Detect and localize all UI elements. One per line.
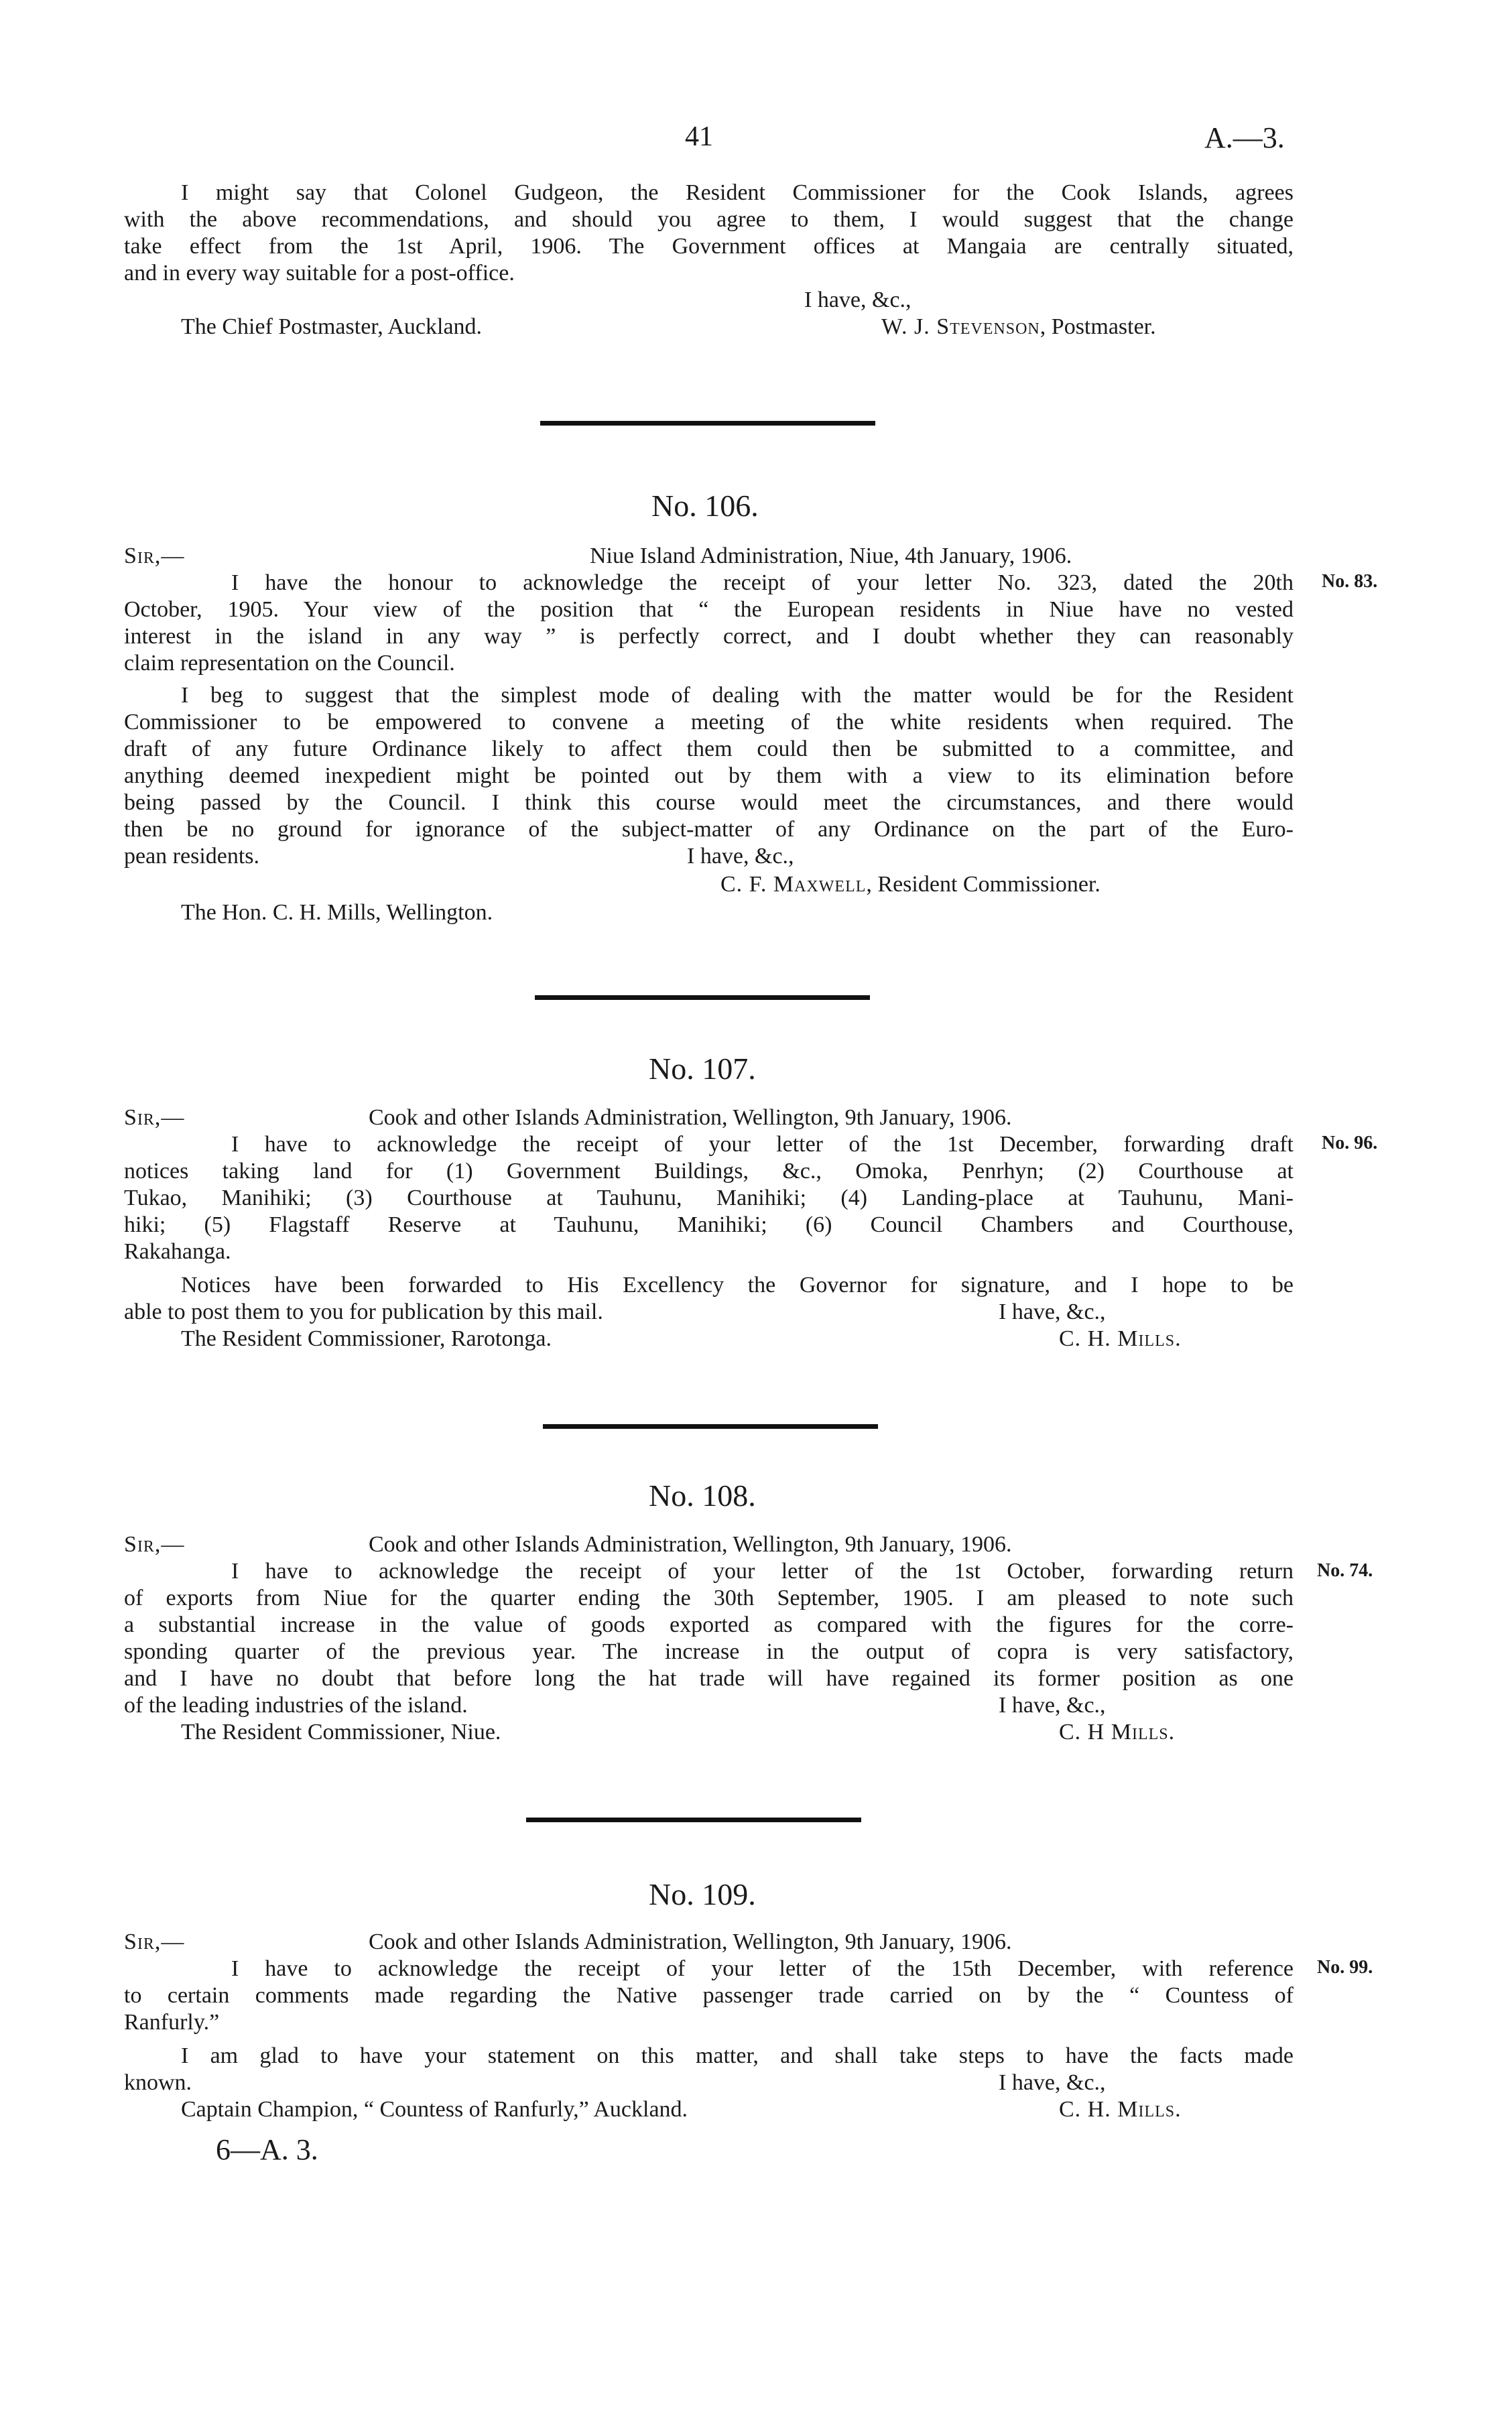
salutation: Sir,— bbox=[124, 544, 185, 568]
text-line: and in every way suitable for a post-office. bbox=[124, 261, 515, 285]
dateline: Cook and other Islands Administration, Wellington, 9th January, 1906. bbox=[369, 1929, 1012, 1954]
letter-paragraph bbox=[124, 682, 1294, 870]
signature-title: . bbox=[1175, 2097, 1181, 2122]
letter-paragraph bbox=[124, 570, 1294, 677]
section-divider bbox=[543, 1424, 878, 1429]
text-line: I have to acknowledge the receipt of your letter of the 1st December, forwarding draft bbox=[231, 1132, 1294, 1157]
section-divider bbox=[535, 995, 870, 1000]
signature-title: , Postmaster. bbox=[1040, 314, 1156, 339]
signature-name: C. H. Mills bbox=[1059, 1326, 1176, 1351]
text-line: Tukao, Manihiki; (3) Courthouse at Tauhunu, Manihiki; (4) Landing-place at Tauhunu, Mani- bbox=[124, 1186, 1294, 1210]
dateline: Niue Island Administration, Niue, 4th January, 1906. bbox=[590, 544, 1072, 568]
text-line: to certain comments made regarding the Native passenger trade carried on by the “ Countess of bbox=[124, 1983, 1294, 2008]
letter-paragraph bbox=[124, 2043, 1294, 2096]
text-line: October, 1905. Your view of the position that “ the European residents in Niue have no vested bbox=[124, 597, 1294, 622]
text-line: hiki; (5) Flagstaff Reserve at Tauhunu, Manihiki; (6) Council Chambers and Courthouse, bbox=[124, 1212, 1294, 1237]
text-line: I beg to suggest that the simplest mode of dealing with the matter would be for the Resident bbox=[181, 683, 1294, 708]
signature-title: . bbox=[1168, 1720, 1175, 1744]
text-line: sponding quarter of the previous year. The increase in the output of copra is very satisfactory, bbox=[124, 1639, 1294, 1664]
signature bbox=[720, 871, 1100, 898]
text-line: and I have no doubt that before long the hat trade will have regained its former position as one bbox=[124, 1666, 1294, 1691]
text-line: interest in the island in any way ” is perfectly correct, and I doubt whether they can reasonably bbox=[124, 624, 1294, 649]
dateline: Cook and other Islands Administration, Wellington, 9th January, 1906. bbox=[369, 1532, 1012, 1557]
addressee: The Hon. C. H. Mills, Wellington. bbox=[181, 900, 493, 925]
signature bbox=[1059, 1719, 1174, 1746]
text-line: claim representation on the Council. bbox=[124, 651, 455, 676]
text-line: take effect from the 1st April, 1906. The Government offices at Mangaia are centrally situated, bbox=[124, 234, 1294, 259]
letter-paragraph bbox=[124, 1272, 1294, 1326]
signature-title: . bbox=[1175, 1326, 1181, 1351]
section-divider bbox=[526, 1818, 861, 1822]
signature-name: C. H Mills bbox=[1059, 1720, 1169, 1744]
text-line: known. bbox=[124, 2070, 192, 2095]
intro-paragraph bbox=[124, 180, 1294, 287]
text-line: Ranfurly.” bbox=[124, 2010, 220, 2035]
text-line: of the leading industries of the island. bbox=[124, 1693, 468, 1718]
text-line: of exports from Niue for the quarter ending the 30th September, 1905. I am pleased to note such bbox=[124, 1586, 1294, 1610]
signature-name: C. H. Mills bbox=[1059, 2097, 1176, 2122]
signature bbox=[1059, 2096, 1181, 2123]
document-reference: A.—3. bbox=[1204, 121, 1285, 154]
addressee: The Chief Postmaster, Auckland. bbox=[181, 314, 483, 339]
text-line: I am glad to have your statement on this matter, and shall take steps to have the facts made bbox=[181, 2043, 1294, 2068]
closing-phrase: I have, &c., bbox=[999, 1299, 1106, 1324]
signature bbox=[881, 314, 1156, 340]
closing-phrase: I have, &c., bbox=[804, 288, 911, 312]
addressee: The Resident Commissioner, Niue. bbox=[181, 1720, 501, 1744]
text-line: I might say that Colonel Gudgeon, the Resident Commissioner for the Cook Islands, agrees bbox=[181, 180, 1294, 205]
text-line: a substantial increase in the value of goods exported as compared with the figures for the corre- bbox=[124, 1612, 1294, 1637]
text-line: notices taking land for (1) Government Buildings, &c., Omoka, Penrhyn; (2) Courthouse at bbox=[124, 1159, 1294, 1184]
text-line: Notices have been forwarded to His Excellency the Governor for signature, and I hope to be bbox=[181, 1273, 1294, 1297]
signature-title: , Resident Commissioner. bbox=[866, 872, 1100, 897]
letter-paragraph bbox=[124, 1956, 1294, 2036]
page-number: 41 bbox=[685, 121, 713, 152]
text-line: I have the honour to acknowledge the receipt of your letter No. 323, dated the 20th bbox=[231, 570, 1294, 595]
text-line: Rakahanga. bbox=[124, 1239, 231, 1264]
text-line: I have to acknowledge the receipt of your letter of the 1st October, forwarding return bbox=[231, 1559, 1294, 1584]
text-line: able to post them to you for publication by this mail. bbox=[124, 1299, 603, 1324]
salutation: Sir,— bbox=[124, 1929, 185, 1954]
signature-name: C. F. Maxwell bbox=[720, 872, 867, 897]
addressee: The Resident Commissioner, Rarotonga. bbox=[181, 1326, 552, 1351]
dateline: Cook and other Islands Administration, Wellington, 9th January, 1906. bbox=[369, 1105, 1012, 1130]
addressee: Captain Champion, “ Countess of Ranfurly,” Auckland. bbox=[181, 2097, 688, 2122]
text-line: anything deemed inexpedient might be pointed out by them with a view to its elimination before bbox=[124, 763, 1294, 788]
salutation: Sir,— bbox=[124, 1532, 185, 1557]
letter-heading: No. 107. bbox=[649, 1052, 756, 1086]
letter-paragraph bbox=[124, 1558, 1294, 1719]
text-line: being passed by the Council. I think this course would meet the circumstances, and there would bbox=[124, 790, 1294, 815]
letter-heading: No. 108. bbox=[649, 1478, 756, 1513]
printer-signature-mark: 6—A. 3. bbox=[216, 2133, 318, 2166]
text-line: pean residents. bbox=[124, 844, 260, 869]
letter-paragraph bbox=[124, 1131, 1294, 1265]
text-line: draft of any future Ordinance likely to affect them could then be submitted to a committee, and bbox=[124, 737, 1294, 761]
text-line: Commissioner to be empowered to convene a meeting of the white residents when required. The bbox=[124, 710, 1294, 735]
margin-reference: No. 74. bbox=[1317, 1560, 1373, 1581]
closing-phrase: I have, &c., bbox=[687, 844, 794, 869]
section-divider bbox=[540, 421, 875, 426]
signature bbox=[1059, 1326, 1181, 1352]
text-line: I have to acknowledge the receipt of your letter of the 15th December, with reference bbox=[231, 1956, 1294, 1981]
letter-heading: No. 109. bbox=[649, 1877, 756, 1911]
closing-phrase: I have, &c., bbox=[999, 1693, 1106, 1718]
margin-reference: No. 96. bbox=[1322, 1133, 1378, 1153]
salutation: Sir,— bbox=[124, 1105, 185, 1130]
margin-reference: No. 83. bbox=[1322, 571, 1378, 592]
closing-phrase: I have, &c., bbox=[999, 2070, 1106, 2095]
letter-heading: No. 106. bbox=[651, 489, 759, 523]
text-line: then be no ground for ignorance of the subject-matter of any Ordinance on the part of the Euro- bbox=[124, 817, 1294, 842]
margin-reference: No. 99. bbox=[1317, 1957, 1373, 1978]
text-line: with the above recommendations, and should you agree to them, I would suggest that the change bbox=[124, 207, 1294, 232]
signature-name: W. J. Stevenson bbox=[881, 314, 1040, 339]
